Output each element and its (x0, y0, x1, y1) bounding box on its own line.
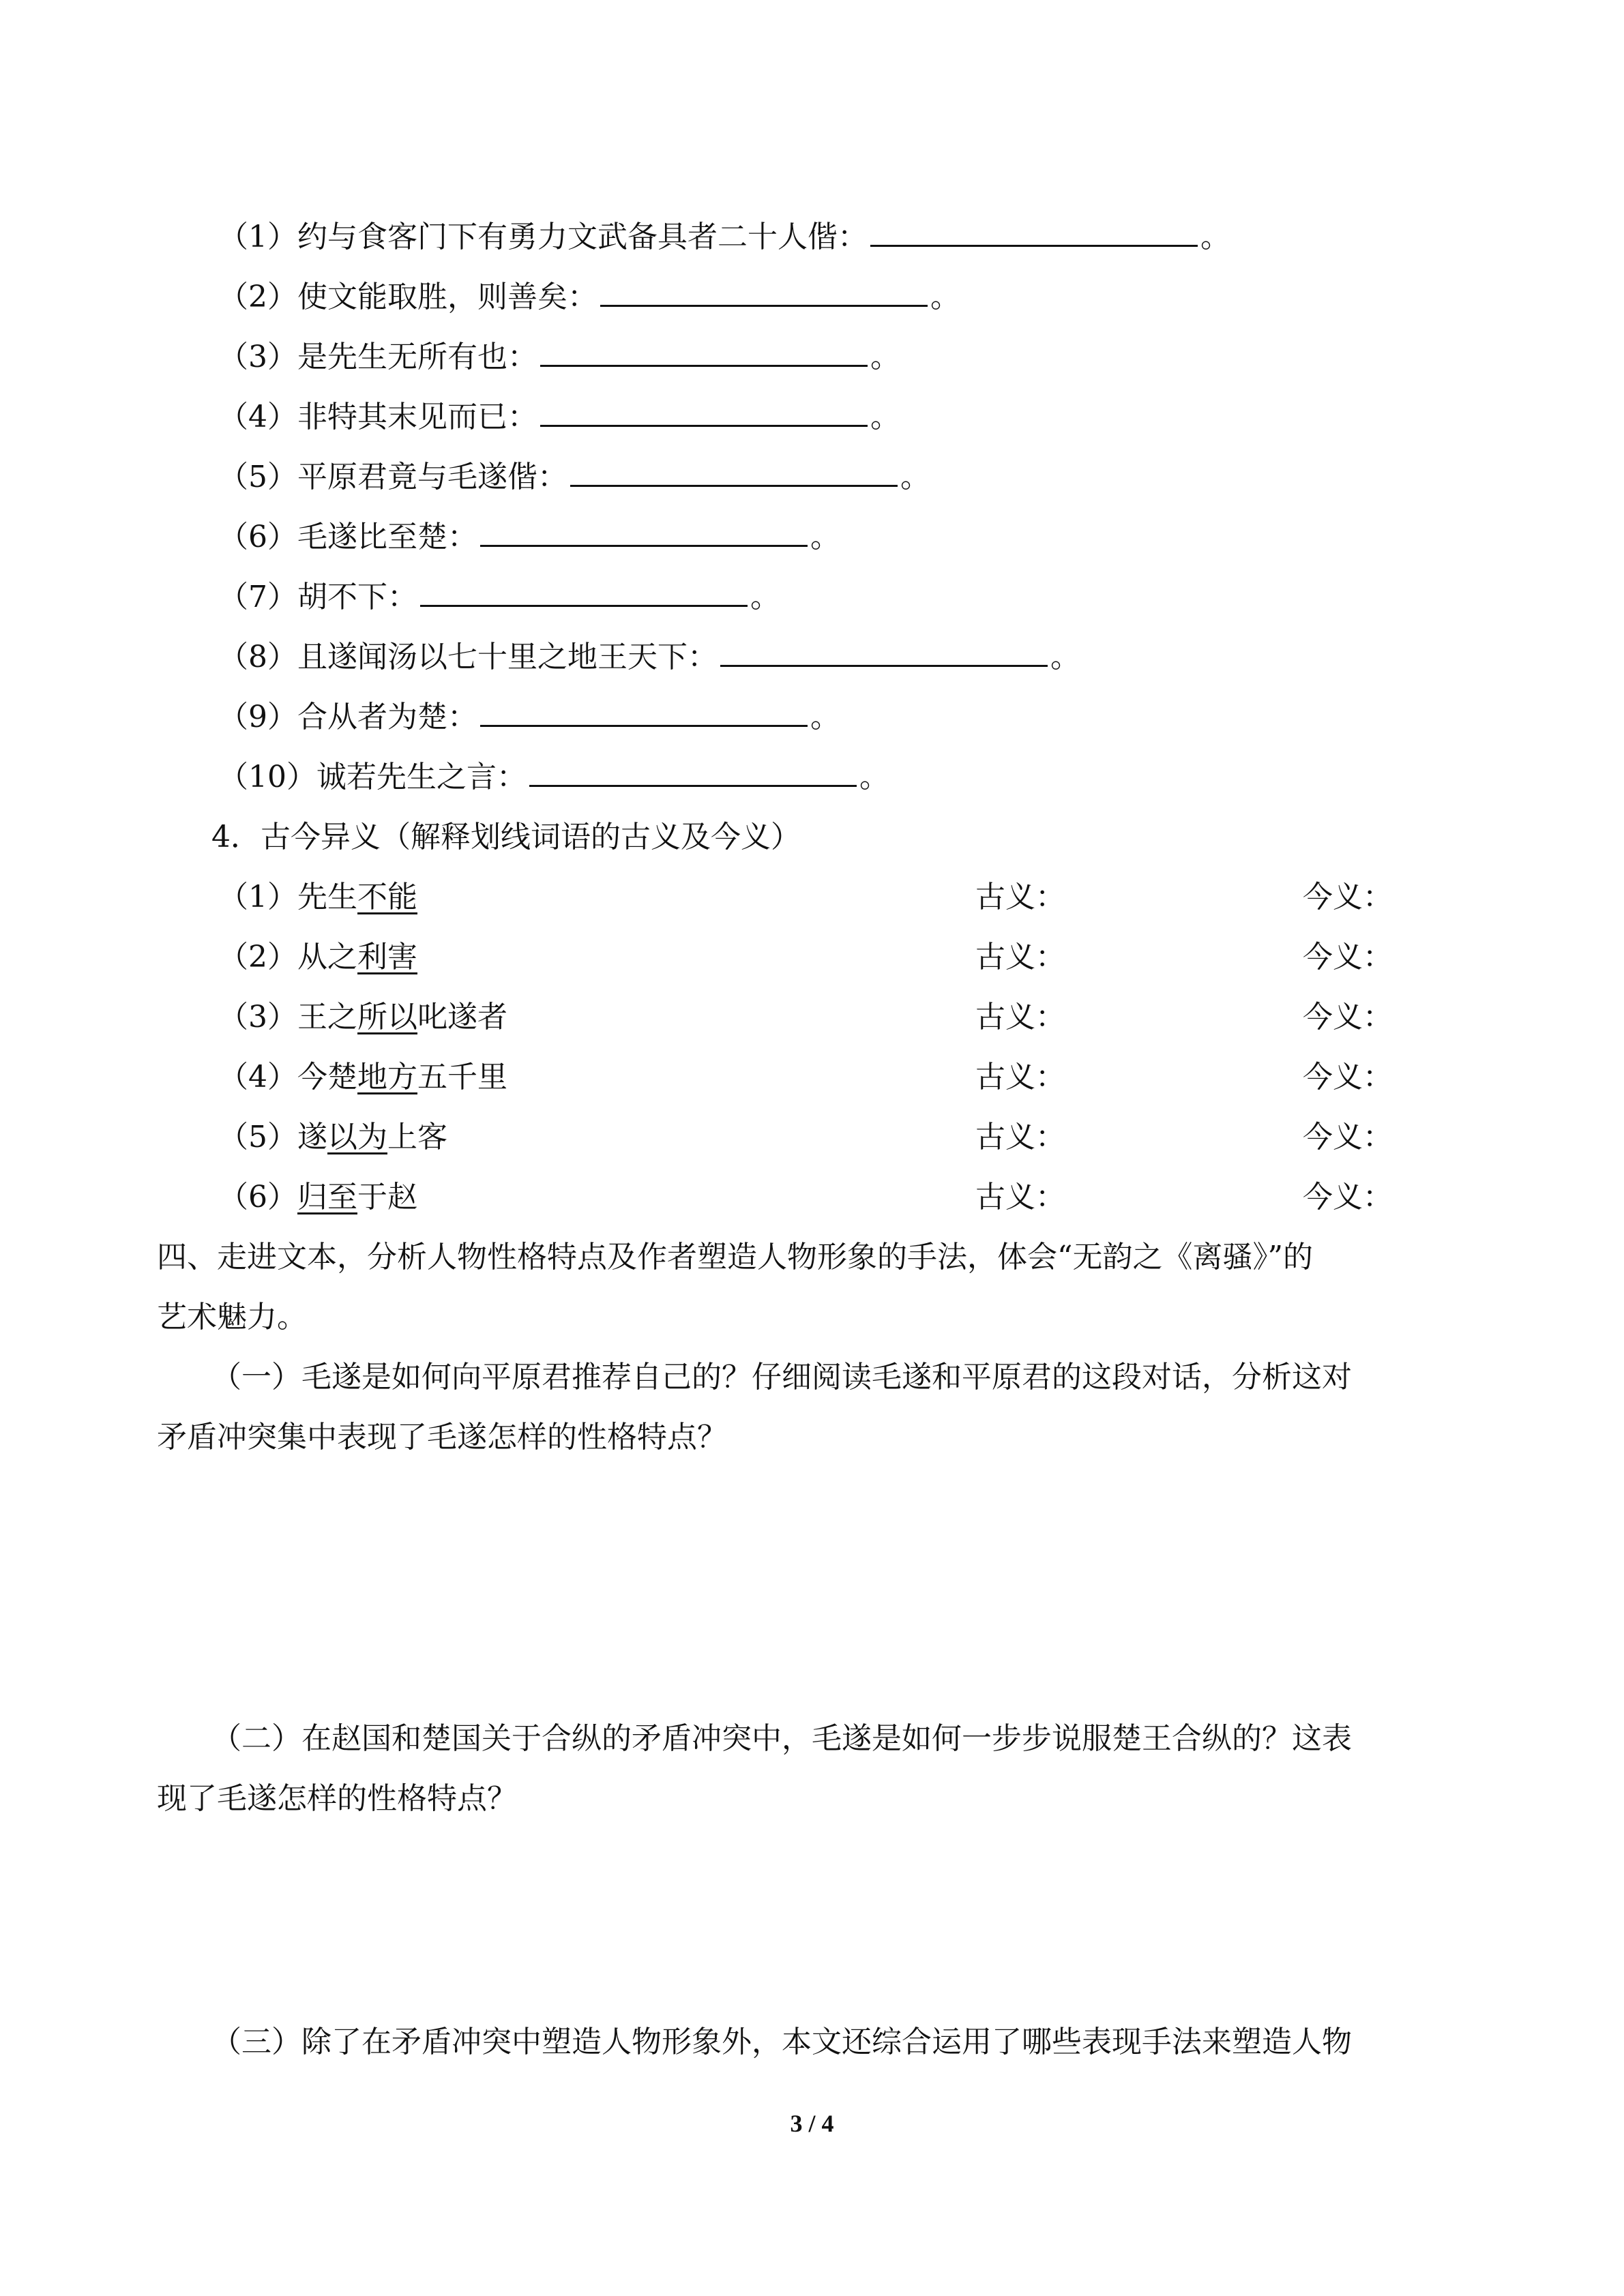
item-number: （5） (218, 1120, 297, 1154)
question-1-line-2: 矛盾冲突集中表现了毛遂怎样的性格特点？ (157, 1420, 727, 1455)
jin-label: 今义： (1303, 1120, 1393, 1154)
item-text: 诚若先生之言： (316, 760, 527, 794)
part-4-heading-line-2: 艺术魅力。 (157, 1300, 307, 1335)
item-end: 。 (1050, 640, 1080, 674)
jin-label: 今义： (1303, 940, 1393, 974)
item-number: （4） (218, 1060, 297, 1094)
answer-blank[interactable] (570, 458, 898, 487)
jin-label: 今义： (1303, 1000, 1393, 1034)
gu-label: 古义： (975, 1060, 1065, 1094)
gujin-row-2 (218, 937, 1582, 978)
fill-item-5 (218, 457, 930, 498)
fill-item-9 (218, 697, 840, 738)
answer-blank[interactable] (420, 578, 748, 607)
item-end: 。 (900, 460, 930, 494)
question-3-line-1: （三）除了在矛盾冲突中塑造人物形象外，本文还综合运用了哪些表现手法来塑造人物 (211, 2025, 1352, 2059)
underlined-word: 利害 (357, 940, 417, 974)
question-2-line-1: （二）在赵国和楚国关于合纵的矛盾冲突中，毛遂是如何一步步说服楚王合纵的？这表 (211, 1721, 1352, 1756)
phrase-post: 于赵 (357, 1180, 417, 1214)
phrase-pre: 今楚 (297, 1060, 357, 1094)
item-text: 非特其末见而已： (297, 400, 537, 434)
underlined-word: 地方 (357, 1060, 417, 1094)
question-1-line-1: （一）毛遂是如何向平原君推荐自己的？仔细阅读毛遂和平原君的这段对话，分析这对 (211, 1360, 1352, 1395)
answer-blank[interactable] (870, 218, 1198, 247)
item-end: 。 (870, 340, 900, 374)
item-number: （5） (218, 460, 297, 494)
fill-item-4 (218, 397, 900, 438)
answer-blank[interactable] (600, 278, 928, 307)
item-text: 约与食客门下有勇力文武备具者二十人偕： (297, 220, 868, 254)
item-end: 。 (750, 580, 780, 614)
gujin-row-3 (218, 997, 1582, 1038)
item-text: 毛遂比至楚： (297, 520, 477, 554)
answer-blank[interactable] (480, 698, 808, 727)
gu-label: 古义： (975, 1180, 1065, 1214)
item-end: 。 (1200, 220, 1230, 254)
item-number: （2） (218, 280, 297, 314)
phrase-pre: 王之 (297, 1000, 357, 1034)
phrase-pre: 从之 (297, 940, 357, 974)
item-end: 。 (870, 400, 900, 434)
gujin-row-4 (218, 1057, 1582, 1098)
item-number: （3） (218, 1000, 297, 1034)
item-number: （3） (218, 340, 297, 374)
item-end: 。 (810, 700, 840, 734)
phrase-pre: 遂 (297, 1120, 327, 1154)
fill-item-8 (218, 637, 1080, 678)
item-end: 。 (859, 760, 889, 794)
item-number: （1） (218, 880, 297, 914)
item-text: 是先生无所有也： (297, 340, 537, 374)
item-text: 胡不下： (297, 580, 417, 614)
gu-label: 古义： (975, 940, 1065, 974)
item-text: 平原君竟与毛遂偕： (297, 460, 567, 494)
item-number: （1） (218, 220, 297, 254)
item-end: 。 (810, 520, 840, 554)
answer-blank[interactable] (529, 758, 857, 787)
answer-blank[interactable] (540, 338, 868, 367)
item-text: 且遂闻汤以七十里之地王天下： (297, 640, 718, 674)
item-number: （6） (218, 1180, 297, 1214)
fill-item-2 (218, 277, 960, 318)
fill-item-7 (218, 577, 780, 618)
jin-label: 今义： (1303, 1180, 1393, 1214)
part-4-heading-line-1: 四、走进文本，分析人物性格特点及作者塑造人物形象的手法，体会“无韵之《离骚》”的 (157, 1240, 1313, 1274)
item-text: 合从者为楚： (297, 700, 477, 734)
phrase-post: 上客 (387, 1120, 447, 1154)
section-4-title: 4．古今异义（解释划线词语的古义及今义） (211, 820, 801, 854)
fill-item-6 (218, 517, 840, 558)
page-number: 3 / 4 (790, 2110, 834, 2137)
item-number: （6） (218, 520, 297, 554)
gujin-row-5 (218, 1117, 1582, 1158)
underlined-word: 以为 (327, 1120, 387, 1154)
underlined-word: 不能 (357, 880, 417, 914)
phrase-post: 叱遂者 (417, 1000, 507, 1034)
jin-label: 今义： (1303, 880, 1393, 914)
answer-blank[interactable] (540, 398, 868, 427)
item-number: （9） (218, 700, 297, 734)
phrase-pre: 先生 (297, 880, 357, 914)
answer-blank[interactable] (720, 638, 1048, 667)
question-2-line-2: 现了毛遂怎样的性格特点？ (157, 1781, 517, 1816)
gu-label: 古义： (975, 1000, 1065, 1034)
fill-item-1 (218, 217, 1230, 258)
item-number: （8） (218, 640, 297, 674)
gu-label: 古义： (975, 1120, 1065, 1154)
gujin-row-6 (218, 1177, 1582, 1218)
gu-label: 古义： (975, 880, 1065, 914)
gujin-row-1 (218, 877, 1582, 918)
fill-item-10 (218, 757, 889, 798)
item-number: （4） (218, 400, 297, 434)
item-number: （7） (218, 580, 297, 614)
phrase-post: 五千里 (417, 1060, 507, 1094)
item-number: （2） (218, 940, 297, 974)
answer-blank[interactable] (480, 518, 808, 547)
fill-item-3 (218, 337, 900, 378)
underlined-word: 归至 (297, 1180, 357, 1214)
item-end: 。 (930, 280, 960, 314)
item-text: 使文能取胜，则善矣： (297, 280, 597, 314)
item-number: （10） (218, 760, 316, 794)
jin-label: 今义： (1303, 1060, 1393, 1094)
underlined-word: 所以 (357, 1000, 417, 1034)
